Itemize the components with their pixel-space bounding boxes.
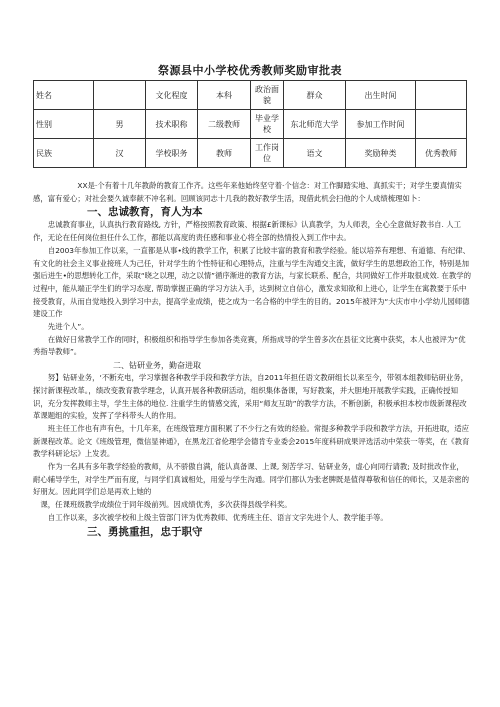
body-paragraph: 自2003年参加工作以来，一直都是从事•线的教学工作，积累了比较丰富的教育和教学经验。能以培养有理想、有道德、有纪律、有文化的社会主义事业接班人为己任，针对学生的个性特征和心理特点，注重与学生沟通交主流，做好学生的思想政治工作，特别是加强后进生•的思想转化工作，采取“晓之以理，动之以情”循序渐进的教育方法，与家长联系、配合，共同做好工作并取很成效. 在教学的过程中，能从端正学生们的学习态度, 帮助掌握正确的学习方法入手，达到树立自信心，激发求知欲和上进心，让学生在寓教要于乐中接受教育，从而自觉地投入到学习中去，提高学业成绩，使之成为一名合格的中学生的目的。2015年被评为“大庆市中小学幼儿园师德建设工作 bbox=[33, 245, 471, 319]
value-ethnicity: 汉 bbox=[94, 139, 146, 168]
value-education: 本科 bbox=[198, 81, 251, 110]
document-body bbox=[33, 180, 471, 539]
label-school-position: 学校职务 bbox=[146, 139, 198, 168]
section-heading-3: 三、勇挑重担，忠于职守 bbox=[87, 525, 203, 538]
value-award-type: 优秀教师 bbox=[416, 139, 467, 168]
value-political-status: 群众 bbox=[284, 81, 346, 110]
value-birth-date bbox=[416, 81, 467, 110]
body-paragraph: 忠诚教育事业，认真执行教育路线, 方针，严格按照教育政策、根据£新课标》认真教学，为人师表，全心全意做好教书自. 人工作，无论在任何岗位担任什么工作，都能以高度的责任感和事业心将全部的热情投入到工作中去。 bbox=[33, 220, 461, 243]
value-title: 二级教师 bbox=[198, 110, 251, 139]
body-paragraph: 班主任工作也有声有色，十几年来，在班级管理方面积累了不少行之有效的经验。常提多种教学手段和教学方法，开拓进取，适应新课程改革。论文《班级管理，微信显神通》，在黑龙江省伦理学会德肯专业委会2015年度科研成果评选活动中荣获一等奖，在《教育教学科研论坛》上发表。 bbox=[33, 423, 470, 459]
label-name: 姓名 bbox=[34, 81, 94, 110]
teacher-info-table bbox=[33, 80, 467, 168]
label-job-post: 工作岗位 bbox=[251, 139, 284, 168]
table-row bbox=[34, 139, 467, 168]
body-paragraph: 努】钻研业务，‘不断充电，学习掌握各种教学手段和教学方法，自2011年担任语文教研组长以来至今，带领本组教师钻研业务，探讨新课程改革。，绩改变教育教学理念，认真开展各种教研活动，组织集体备课，写好教案，并大胆地开展教学实践，正确传授知识，充分发挥教师主导，学生主体的地位. 注重学生的情感交流，采用“师友互助”的教学方法，不断创新，积极承担本校市级新课程改革课题组的实验，发挥了学科带头人的作用。 bbox=[33, 373, 469, 421]
value-school-position: 教师 bbox=[198, 139, 251, 168]
label-birth-date: 出生时间 bbox=[346, 81, 416, 110]
table-row bbox=[34, 110, 467, 139]
label-political-status: 政治面貌 bbox=[251, 81, 284, 110]
label-gender: 性别 bbox=[34, 110, 94, 139]
body-paragraph: 作为一名具有多年教学经验的教师，从不骄傲自满，能认真备课、上课, 刻苦学习、钻研业务，虚心向同行请教; 及时批改作业，耐心辅导学生，对学生严而有度，与同学们真诚相处，用爱与学生沟通。同学们都认为张老脾既是值得尊敬和信任的师长，又是亲密的好朋友。因此同学们总是再欢上她的 bbox=[33, 462, 470, 497]
label-title: 技术职称 bbox=[146, 110, 198, 139]
label-work-start: 参加工作时间 bbox=[346, 110, 416, 139]
label-school: 毕业学校 bbox=[251, 110, 284, 139]
label-education: 文化程度 bbox=[146, 81, 198, 110]
value-school: 东北师范大学 bbox=[284, 110, 346, 139]
intro-paragraph: XX是·个有着十几年教龄的教育工作齐。这些年来他始终坚守着·个信念：对工作脚踏实地、真抓实干；对学生要真情实感，富有爱心；对社会要久诚奉献不冲名利。回顾该同志十几我的教好教学生活，现借此机会扫他的个人成绩梳理如卜： bbox=[33, 181, 462, 203]
value-name bbox=[94, 81, 146, 110]
body-paragraph: 课，任课班级教学成绩位于同年级前列。因成绩优秀，多次获得县级学科奖。 bbox=[40, 500, 292, 510]
body-paragraph: 自工作以来，多次被学校和上级主管部门评为优秀教师、优秀班主任、语言文字先进个人、教学能手等。 bbox=[47, 512, 388, 522]
body-paragraph: 在做好日常教学工作的同时，积极组织和指导学生参加各类竞赛，所指成导的学生曾多次在县征文比赛中获奖，本人也被评为“优秀指导教师”。 bbox=[33, 334, 466, 357]
value-work-start bbox=[416, 110, 467, 139]
document-title: 祭源县中小学校优秀教师奖励审批表 bbox=[158, 64, 342, 77]
body-paragraph: 先进个人”。 bbox=[47, 322, 89, 332]
label-award-type: 奖励种类 bbox=[346, 139, 416, 168]
value-job-post: 语文 bbox=[284, 139, 346, 168]
section-heading-1: 一、忠诚教育，育人为本 bbox=[87, 206, 203, 219]
label-ethnicity: 民族 bbox=[34, 139, 94, 168]
value-gender: 男 bbox=[94, 110, 146, 139]
table-row bbox=[34, 81, 467, 110]
section-heading-2: 二、钻研业务，勤奋进取 bbox=[113, 361, 201, 371]
